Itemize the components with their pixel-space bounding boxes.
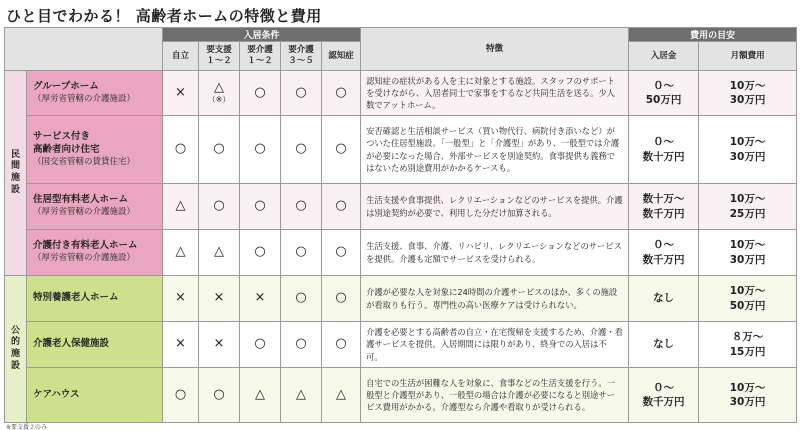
entry-fee: なし [629,322,699,368]
monthly-fee: 10万～ 30万円 [699,230,797,276]
monthly-fee: ８万～ 15万円 [699,322,797,368]
entry-fee: 数十万～ 数千万円 [629,184,699,230]
monthly-fee: 10万～ 30万円 [699,116,797,184]
condition-mark: △ （※） [199,71,240,116]
monthly-fee: 10万～ 25万円 [699,184,797,230]
group-label-private: 民 間 施 設 [5,71,27,276]
condition-mark: ○ [281,184,322,230]
condition-mark: △ [281,368,322,423]
condition-mark: × [163,322,199,368]
header-dementia: 認知症 [322,42,361,71]
page-title: ひと目でわかる！ 高齢者ホームの特徴と費用 [6,7,322,25]
condition-mark: ○ [322,116,361,184]
condition-mark: ○ [322,230,361,276]
footnote: ※要支援２のみ [6,424,48,430]
facility-name: 介護付き有料老人ホーム （厚労省管轄の介護施設） [27,230,163,276]
condition-mark: △ [163,184,199,230]
header-corner [5,28,163,71]
header-care-1-2: 要介護 １～２ [240,42,281,71]
feature-text: 介護が必要な人を対象に24時間の介護サービスのほか、多くの施設が看取りも行う。専門性の高い医療ケアは受けられない。 [361,276,629,322]
facility-name: ケアハウス [27,368,163,423]
condition-mark: ○ [322,71,361,116]
table-row [5,368,797,423]
condition-mark: ○ [163,116,199,184]
conditions-group-header: 入居条件 [163,28,361,42]
table-row [5,184,797,230]
cost-group-header: 費用の目安 [629,28,797,42]
condition-mark: ○ [240,230,281,276]
monthly-fee: 10万～ 30万円 [699,368,797,423]
feature-text: 生活支援、食事、介護、リハビリ、レクリエーションなどのサービスを提供。介護も定額でサービスを受けられる。 [361,230,629,276]
table-row [5,322,797,368]
table-row [5,71,797,116]
condition-mark: × [240,276,281,322]
header-care-3-5: 要介護 ３～５ [281,42,322,71]
table-row [5,230,797,276]
condition-mark: ○ [240,184,281,230]
condition-mark: ○ [281,116,322,184]
condition-mark: △ [322,368,361,423]
condition-mark: ○ [240,322,281,368]
facility-name: 住居型有料老人ホーム （厚労省管轄の介護施設） [27,184,163,230]
condition-mark: ○ [281,276,322,322]
entry-fee: ０～ 数千万円 [629,368,699,423]
feature-text: 介護を必要とする高齢者の自立・在宅復帰を支援するため、介護・看護サービスを提供。入居期間には限りがあり、終身での入居は不可。 [361,322,629,368]
facility-name: 介護老人保健施設 [27,322,163,368]
group-label-public: 公 的 施 設 [5,276,27,423]
condition-note: （※） [207,94,231,104]
entry-fee-header: 入居金 [629,42,699,71]
condition-mark: × [199,322,240,368]
condition-mark: △ [199,230,240,276]
condition-mark: × [199,276,240,322]
feature-text: 認知症の症状がある人を主に対象とする施設。スタッフのサポートを受けながら、入居者同士で家事をするなど共同生活を送る。少人数でアットホーム。 [361,71,629,116]
features-header: 特徴 [361,28,629,71]
condition-mark: ○ [240,116,281,184]
condition-mark: ○ [240,71,281,116]
facility-name: サービス付き 高齢者向け住宅 （国交省管轄の賃貸住宅） [27,116,163,184]
entry-fee: ０～ 数千万円 [629,230,699,276]
facility-name: グループホーム （厚労省管轄の介護施設） [27,71,163,116]
condition-mark: ○ [281,322,322,368]
condition-mark: △ [163,230,199,276]
condition-mark: × [163,71,199,116]
monthly-fee-header: 月額費用 [699,42,797,71]
condition-mark: ○ [199,184,240,230]
entry-fee: ０～ 数十万円 [629,116,699,184]
condition-mark: ○ [281,230,322,276]
condition-mark: ○ [199,116,240,184]
feature-text: 自宅での生活が困難な人を対象に、食事などの生活支援を行う。一般型と介護型があり、一般型の場合は介護が必要になると別途サービス費用がかかる。介護型なら介護や看取りが受けられる。 [361,368,629,423]
header-support-1-2: 要支援 １～２ [199,42,240,71]
condition-mark: ○ [281,71,322,116]
monthly-fee: 10万～ 50万円 [699,276,797,322]
condition-mark: ○ [322,276,361,322]
condition-mark: ○ [163,368,199,423]
condition-mark: △ [240,368,281,423]
facility-name: 特別養護老人ホーム [27,276,163,322]
entry-fee: なし [629,276,699,322]
feature-text: 生活支援や食事提供、レクリエーションなどのサービスを提供。介護は別途契約が必要で、利用した分だけ加算される。 [361,184,629,230]
condition-mark: ○ [322,184,361,230]
condition-mark: ○ [199,368,240,423]
condition-mark: × [163,276,199,322]
feature-text: 安否確認と生活相談サービス（買い物代行、病院付き添いなど）がついた住居型施設。「一般型」と「介護型」があり、一般型では介護が必要になった場合、外部サービスを別途契約。食事提供も義務ではないため別途費用がかかるケースも。 [361,116,629,184]
condition-mark: ○ [322,322,361,368]
header-independent: 自立 [163,42,199,71]
table-row [5,276,797,322]
facility-table [4,27,797,423]
table-row [5,116,797,184]
entry-fee: ０～ 50万円 [629,71,699,116]
monthly-fee: 10万～ 30万円 [699,71,797,116]
